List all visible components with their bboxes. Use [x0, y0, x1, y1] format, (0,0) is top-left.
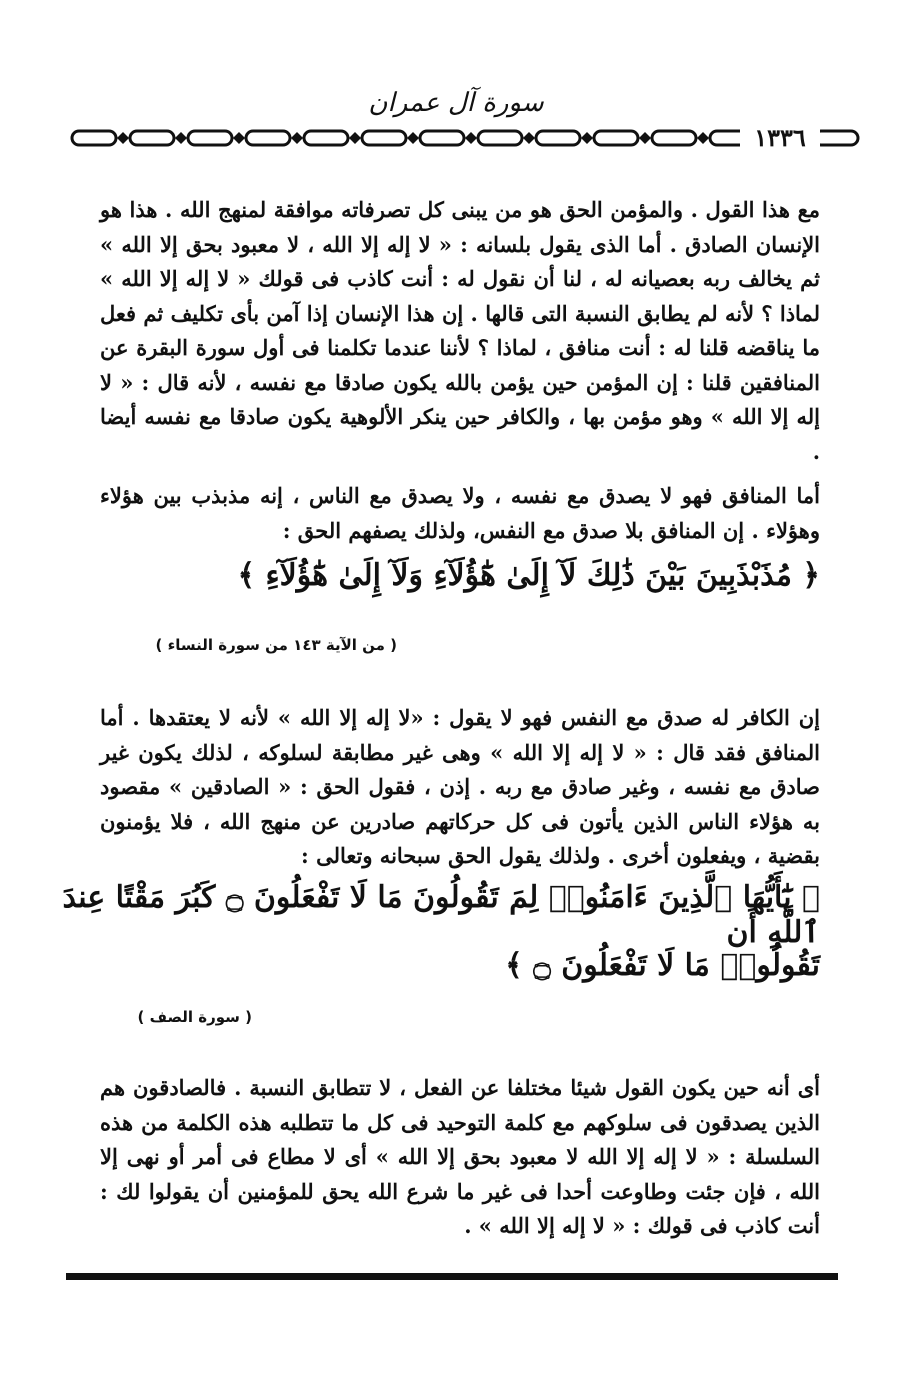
page-number: ١٣٣٦ [740, 124, 820, 152]
bottom-divider [66, 1273, 838, 1280]
verse-1-reference: ( من الآية ١٤٣ من سورة النساء ) [155, 636, 397, 654]
paragraph-4: أى أنه حين يكون القول شيئا مختلفا عن الفعل ، لا تتطابق النسبة . فالصادقون هم الذين يصدقون فى سلوكهم مع كلمة التوحيد فى كل ما تتطلبه هذه الكلمة من هذه السلسلة : « لا إله إلا الله لا معبود بحق إلا الله » أى لا مطاع فى أمر أو نهى إلا الله ، فإن جئت وطاوعت أحدا فى غير ما شرع الله يحق للمؤمنين أن يقولوا لك : أنت كاذب فى قولك : « لا إله إلا الله » . [100, 1075, 820, 1238]
quran-verse-1: ﴿ مُذَبْذَبِينَ بَيْنَ ذَٰلِكَ لَآ إِلَىٰ هَٰٓؤُلَآءِ وَلَآ إِلَىٰ هَٰٓؤُلَآءِ ﴾ [237, 558, 820, 593]
paragraph-3: إن الكافر له صدق مع النفس فهو لا يقول : «لا إله إلا الله » لأنه لا يعتقدها . أما المنافق فقد قال : « لا إله إلا الله » وهى غير مطابقة لسلوكه ، لذلك يكون غير صادق مع نفسه ، وغير صادق مع ربه . إذن ، فقول الحق : « الصادقين » مقصود به هؤلاء الناس الذين يأتون فى كل حركاتهم صادرين عن منهج الله ، فلا يؤمنون بقضية ، ويفعلون أخرى . ولذلك يقول الحق سبحانه وتعالى : [100, 705, 820, 868]
paragraph-2: أما المنافق فهو لا يصدق مع نفسه ، ولا يصدق مع الناس ، إنه مذبذب بين هؤلاء وهؤلاء . إن المنافق بلا صدق مع النفس، ولذلك يصفهم الحق : [100, 483, 820, 543]
quran-verse-2-line-2: تَقُولُوا۟ مَا لَا تَفْعَلُونَ ۝ ﴾ [505, 948, 820, 983]
surah-title: سورة آل عمران [368, 88, 544, 118]
verse-2-reference: ( سورة الصف ) [137, 1008, 252, 1026]
paragraph-1: مع هذا القول . والمؤمن الحق هو من يبنى كل تصرفاته موافقة لمنهج الله . هذا هو الإنسان الصادق . أما الذى يقول بلسانه : « لا إله إلا الله ، لا معبود بحق إلا الله » ثم يخالف ربه بعصيانه له ، لنا أن نقول له : أنت كاذب فى قولك « لا إله إلا الله » لماذا ؟ لأنه لم يطابق النسبة التى قالها . إن هذا الإنسان إذا آمن بأى تكليف ثم فعل ما يناقضه قلنا له : أنت منافق ، لماذا ؟ لأننا عندما تكلمنا فى أول سورة البقرة عن المنافقين قلنا : إن المؤمن حين يؤمن بالله يكون صادقا مع نفسه ، لأنه قال : « لا إله إلا الله » وهو مؤمن بها ، والكافر حين ينكر الألوهية يكون صادقا مع نفسه أيضا . [100, 197, 820, 464]
quran-verse-2-line-1: ﴿ يَٰٓأَيُّهَا ٱلَّذِينَ ءَامَنُوا۟ لِمَ تَقُولُونَ مَا لَا تَفْعَلُونَ ۝ كَبُرَ مَقْتًا عِندَ ٱللَّهِ أَن [62, 880, 820, 950]
